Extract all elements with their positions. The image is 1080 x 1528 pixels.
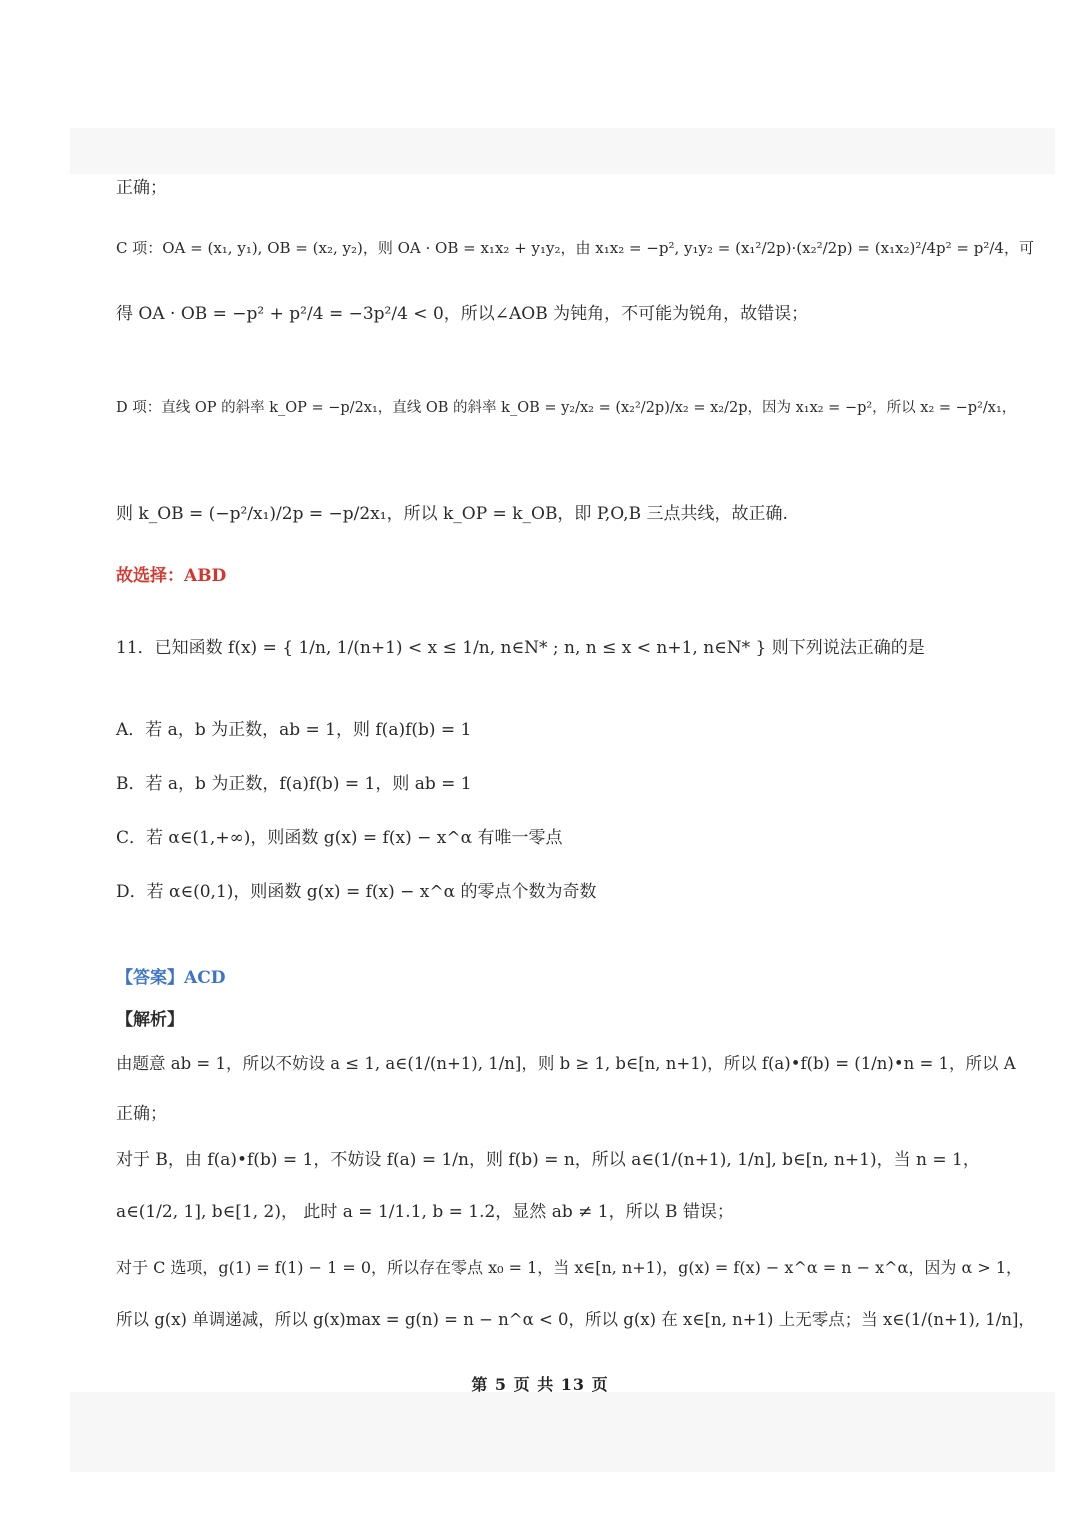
- analysis-label: 【解析】: [116, 1010, 184, 1030]
- page-footer: 第 5 页 共 13 页: [471, 1375, 609, 1394]
- answer-label: 【答案】ACD: [116, 968, 226, 988]
- line-option-c-result: 得 OA · OB = −p² + p²/4 = −3p²/4 < 0，所以∠AOB 为钝角，不可能为锐角，故错误；: [116, 304, 809, 324]
- option-c: C．若 α∈(1,+∞)，则函数 g(x) = f(x) − x^α 有唯一零点: [116, 828, 563, 848]
- option-d: D．若 α∈(0,1)，则函数 g(x) = f(x) − x^α 的零点个数为奇数: [116, 882, 597, 902]
- line-option-d-result: 则 k_OB = (−p²/x₁)/2p = −p/2x₁，所以 k_OP = k_OB，即 P,O,B 三点共线，故正确.: [116, 504, 788, 524]
- analysis-line-3: 对于 B，由 f(a)•f(b) = 1，不妨设 f(a) = 1/n，则 f(b) = n，所以 a∈(1/(n+1), 1/n], b∈[n, n+1)，当 n = 1，: [116, 1150, 980, 1170]
- top-shade: [70, 128, 1055, 174]
- option-a: A．若 a，b 为正数，ab = 1，则 f(a)f(b) = 1: [116, 720, 472, 740]
- line-correct: 正确；: [116, 178, 167, 198]
- line-option-c: C 项：OA = (x₁, y₁), OB = (x₂, y₂)，则 OA · OB = x₁x₂ + y₁y₂，由 x₁x₂ = −p², y₁y₂ = (x₁²/2p)·(x₂²/2p) = (x₁x₂)²/4p² = p²/4，可: [116, 239, 1034, 257]
- option-b: B．若 a，b 为正数，f(a)f(b) = 1，则 ab = 1: [116, 774, 472, 794]
- analysis-line-4: a∈(1/2, 1], b∈[1, 2)， 此时 a = 1/1.1, b = 1.2，显然 ab ≠ 1，所以 B 错误；: [116, 1202, 734, 1222]
- bottom-shade: [70, 1392, 1055, 1472]
- question-11: 11．已知函数 f(x) = { 1/n, 1/(n+1) < x ≤ 1/n, n∈N* ; n, n ≤ x < n+1, n∈N* } 则下列说法正确的是: [116, 638, 925, 658]
- analysis-line-6: 所以 g(x) 单调递减，所以 g(x)max = g(n) = n − n^α < 0，所以 g(x) 在 x∈[n, n+1) 上无零点；当 x∈(1/(n+1), 1/n]，: [116, 1310, 1035, 1329]
- analysis-line-5: 对于 C 选项，g(1) = f(1) − 1 = 0，所以存在零点 x₀ = 1，当 x∈[n, n+1)，g(x) = f(x) − x^α = n − x^α，因为 α > 1，: [116, 1258, 1023, 1277]
- answer-choice: 故选择：ABD: [116, 566, 227, 586]
- analysis-line-2: 正确；: [116, 1104, 167, 1124]
- line-option-d: D 项：直线 OP 的斜率 k_OP = −p/2x₁，直线 OB 的斜率 k_OB = y₂/x₂ = (x₂²/2p)/x₂ = x₂/2p，因为 x₁x₂ = −p²，所以 x₂ = −p²/x₁，: [116, 400, 1017, 416]
- analysis-line-1: 由题意 ab = 1，所以不妨设 a ≤ 1, a∈(1/(n+1), 1/n]，则 b ≥ 1, b∈[n, n+1)，所以 f(a)•f(b) = (1/n)•n = 1，所以 A: [116, 1054, 1016, 1073]
